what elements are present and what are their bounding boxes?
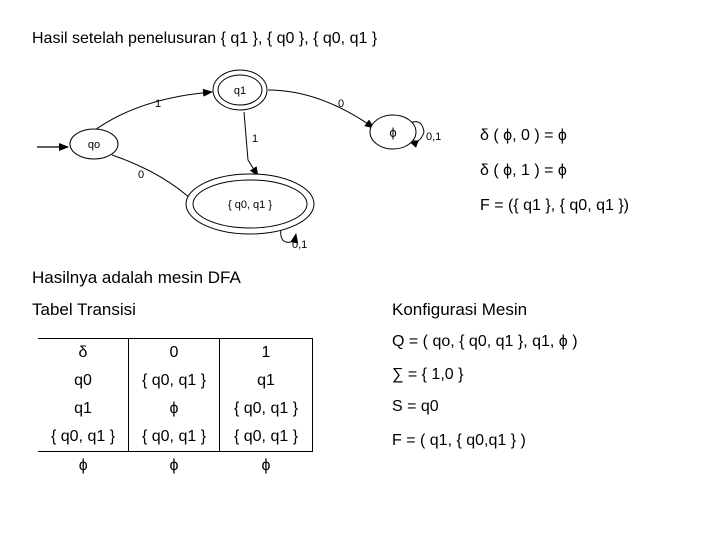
- table-cell: ϕ: [129, 395, 220, 423]
- state-q0q1-label: { q0, q1 }: [227, 199, 273, 211]
- table-row: [38, 367, 313, 395]
- edge-label-q0-q0q1: 0: [138, 169, 145, 181]
- table-cell: 0: [129, 339, 220, 368]
- table-header-row: [38, 339, 313, 368]
- table-cell: ϕ: [261, 457, 271, 474]
- equation-delta-phi-1: δ ( ϕ, 1 ) = ϕ: [480, 162, 567, 179]
- edge-label-q1-q0q1: 1: [252, 133, 259, 145]
- equation-final-states: F = ({ q1 }, { q0, q1 }): [480, 197, 629, 214]
- edge-q1-to-phi: [268, 90, 374, 128]
- edge-label-q0-q1: 1: [155, 98, 162, 110]
- config-start-state: S = q0: [392, 398, 439, 415]
- table-row: [38, 452, 313, 481]
- table-cell: q1: [220, 367, 313, 395]
- config-final-states: F = ( q1, { q0,q1 } ): [392, 432, 526, 449]
- state-q0-label: qo: [87, 139, 101, 151]
- config-heading: Konfigurasi Mesin: [392, 300, 528, 319]
- table-row: [38, 423, 313, 452]
- table-cell: δ: [38, 339, 129, 368]
- table-cell: q0: [74, 372, 92, 389]
- table-cell: ϕ: [78, 457, 88, 474]
- table-cell: 1: [220, 339, 313, 368]
- table-cell: { q0, q1 }: [220, 395, 313, 423]
- table-cell: { q0, q1 }: [38, 423, 129, 452]
- table-cell: { q0, q1 }: [129, 423, 220, 452]
- table-heading: Tabel Transisi: [32, 300, 136, 319]
- transition-table: [38, 338, 313, 480]
- page-title: Hasil setelah penelusuran { q1 }, { q0 }, { q0, q1 }: [32, 30, 378, 47]
- state-q1-label: q1: [233, 85, 247, 97]
- table-cell: { q0, q1 }: [129, 367, 220, 395]
- table-cell: { q0, q1 }: [220, 423, 313, 452]
- equation-delta-phi-0: δ ( ϕ, 0 ) = ϕ: [480, 127, 567, 144]
- state-phi-label: ϕ: [389, 125, 397, 140]
- edge-label-q0q1-loop: 0,1: [292, 239, 308, 251]
- config-alphabet: ∑ = { 1,0 }: [392, 366, 464, 383]
- table-cell: ϕ: [169, 457, 179, 474]
- edge-label-phi-loop: 0,1: [426, 131, 442, 143]
- table-cell: q1: [74, 400, 92, 417]
- edge-label-q1-phi: 0: [338, 98, 345, 110]
- result-heading: Hasilnya adalah mesin DFA: [32, 268, 241, 287]
- table-row: [38, 395, 313, 423]
- edge-q0-to-q1: [95, 92, 212, 130]
- config-states: Q = ( qo, { q0, q1 }, q1, ϕ ): [392, 333, 578, 350]
